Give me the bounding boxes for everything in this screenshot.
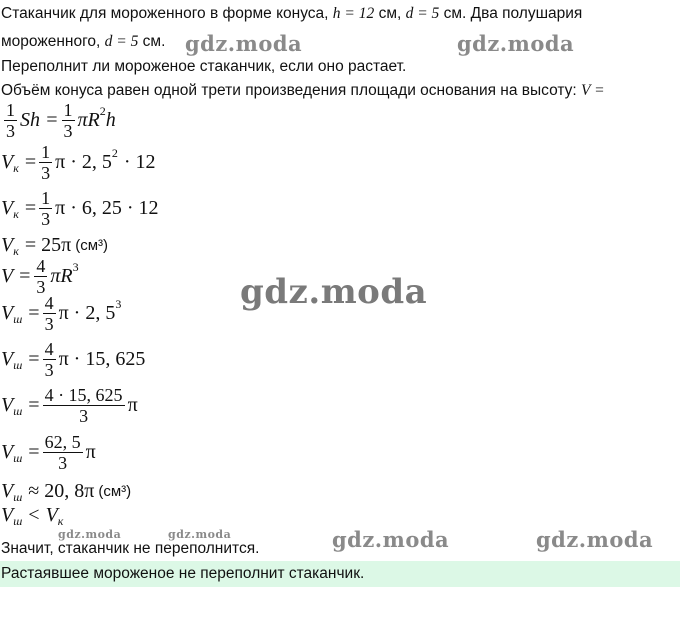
subscript: ш — [13, 514, 23, 528]
term: π · 6, 25 · 12 — [55, 197, 159, 219]
fraction — [39, 143, 52, 182]
term: π — [127, 394, 138, 416]
fraction — [34, 257, 47, 296]
numerator: 1 — [63, 100, 73, 120]
formula-cone-step — [1, 189, 159, 228]
variable: V — [1, 480, 14, 502]
exponent: 2 — [99, 104, 106, 118]
term: π — [85, 441, 96, 463]
denominator: 3 — [44, 360, 54, 380]
term: π · 2, 5 — [58, 302, 116, 324]
subscript: к — [13, 161, 19, 175]
formula-sphere-step-2 — [1, 386, 138, 425]
numerator: 4 — [44, 293, 54, 313]
intro-text: Объём конуса равен одной трети произведения площади основания на высоту: — [1, 82, 577, 99]
answer-box — [0, 561, 680, 587]
fraction — [39, 189, 52, 228]
fraction — [43, 294, 56, 333]
term: · 12 — [123, 151, 156, 173]
numerator: 62, 5 — [44, 432, 81, 452]
denominator: 3 — [58, 453, 68, 473]
denominator: 3 — [36, 277, 46, 297]
numerator: 4 · 15, 625 — [44, 385, 123, 405]
unit-text: (см³) — [75, 237, 109, 254]
numerator: 4 — [36, 256, 46, 276]
fraction — [43, 386, 125, 425]
subscript: ш — [13, 358, 23, 372]
subscript: ш — [13, 451, 23, 465]
term: h — [105, 109, 116, 131]
denominator: 3 — [79, 406, 89, 426]
watermark: gdz.moda — [332, 527, 450, 552]
h-value: h = 12 — [332, 5, 375, 22]
operator: = — [28, 394, 40, 416]
operator: = — [28, 441, 40, 463]
term: Sh = — [20, 109, 59, 131]
variable: V — [1, 441, 14, 463]
d-value: d = 5 — [405, 5, 440, 22]
formula-cone-result — [1, 234, 108, 257]
problem-text: Стаканчик для мороженного в форме конуса, — [1, 5, 329, 22]
term: = 25π — [24, 234, 72, 256]
numerator: 1 — [6, 100, 15, 120]
term: ≈ 20, 8π — [28, 480, 95, 502]
denominator: 3 — [63, 121, 73, 141]
subscript: ш — [13, 404, 23, 418]
formula-sphere-step — [1, 340, 145, 379]
formula-sphere-substitution — [1, 294, 121, 333]
fraction — [62, 101, 75, 140]
v-eq: V = — [581, 82, 605, 99]
variable: V — [1, 394, 14, 416]
formula-sphere-result — [1, 480, 131, 503]
unit-text: (см³) — [98, 483, 132, 500]
formula-cone-substitution — [1, 143, 156, 182]
formula-cone-volume — [1, 101, 116, 140]
variable: V — [1, 197, 14, 219]
problem-text: мороженного, — [1, 33, 101, 50]
subscript: к — [13, 244, 19, 258]
watermark: gdz.moda — [536, 527, 654, 552]
formula-sphere-step-3 — [1, 433, 96, 472]
watermark: gdz.moda — [185, 31, 303, 56]
unit-text: см, — [378, 5, 402, 22]
operator: = — [24, 151, 37, 173]
subscript: ш — [13, 490, 23, 504]
variable: V — [1, 234, 14, 256]
variable: V — [45, 504, 58, 526]
formula-sphere-volume — [1, 257, 79, 296]
solution-intro — [1, 82, 605, 100]
denominator: 3 — [41, 209, 51, 229]
fraction — [4, 101, 17, 140]
numerator: 4 — [44, 339, 54, 359]
fraction — [43, 340, 56, 379]
numerator: 1 — [41, 142, 51, 162]
problem-line-3: Переполнит ли мороженое стаканчик, если оно растает. — [1, 58, 407, 75]
operator: = — [28, 302, 40, 324]
operator: < — [28, 504, 40, 526]
operator: = — [24, 197, 37, 219]
variable: V — [1, 504, 14, 526]
fraction — [43, 433, 83, 472]
denominator: 3 — [44, 314, 54, 334]
exponent: 3 — [72, 260, 79, 274]
term: π · 2, 5 — [55, 151, 112, 173]
subscript: к — [13, 207, 19, 221]
d-value: d = 5 — [104, 33, 139, 50]
denominator: 3 — [6, 121, 15, 141]
term: πR — [77, 109, 100, 131]
term: πR — [50, 265, 73, 287]
watermark: gdz.moda — [457, 31, 575, 56]
variable: V — [1, 348, 14, 370]
formula-comparison — [1, 504, 63, 527]
watermark: gdz.moda — [58, 528, 122, 541]
watermark: gdz.moda — [240, 272, 428, 312]
variable: V — [1, 302, 14, 324]
watermark: gdz.moda — [168, 528, 232, 541]
variable: V — [1, 151, 14, 173]
problem-line-2 — [1, 33, 165, 51]
subscript: к — [57, 514, 64, 528]
subscript: ш — [13, 312, 23, 326]
numerator: 1 — [41, 188, 51, 208]
exponent: 3 — [115, 297, 122, 311]
exponent: 2 — [111, 146, 118, 160]
conclusion-text: Значит, стаканчик не переполнится. — [1, 540, 260, 557]
term: π · 15, 625 — [58, 348, 146, 370]
problem-line-1 — [1, 5, 582, 23]
answer-text: Растаявшее мороженое не переполнит стаканчик. — [1, 565, 365, 582]
unit-text: см. Два полушария — [443, 5, 583, 22]
unit-text: см. — [142, 33, 166, 50]
variable: V = — [1, 265, 32, 287]
operator: = — [28, 348, 40, 370]
denominator: 3 — [41, 163, 51, 183]
